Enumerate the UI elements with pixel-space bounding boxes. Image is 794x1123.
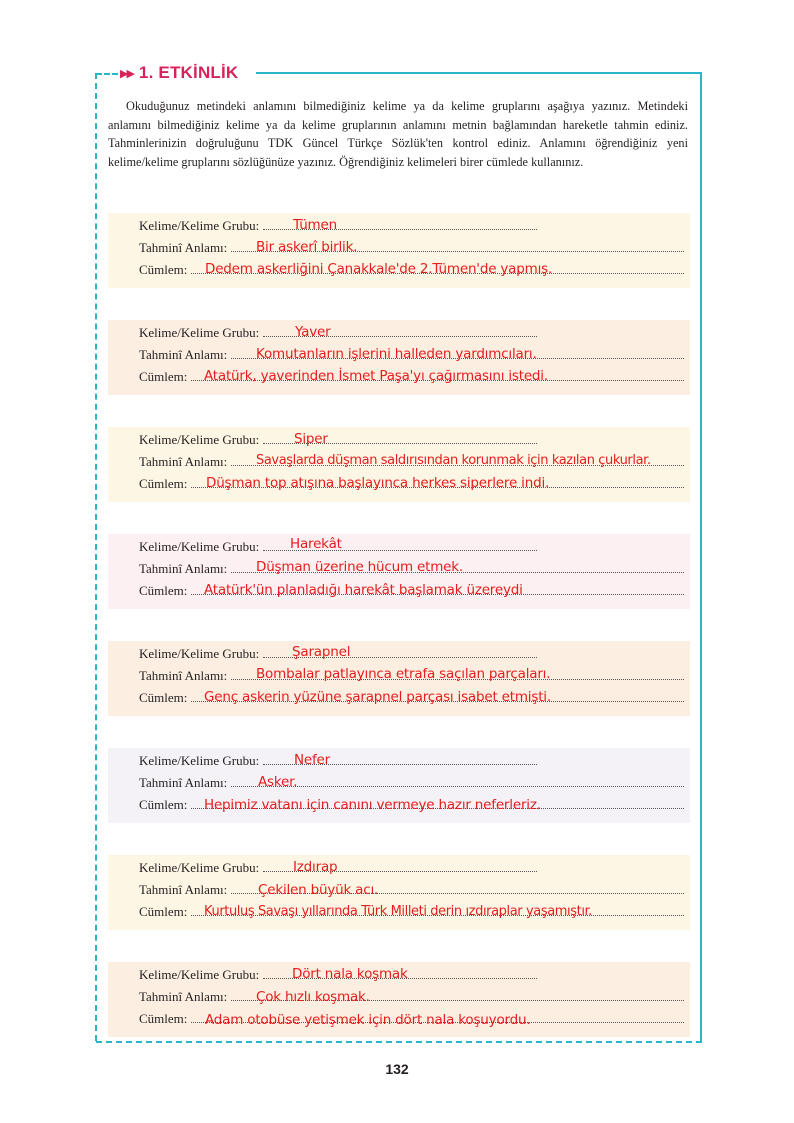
word-label: Kelime/Kelime Grubu: bbox=[139, 646, 260, 661]
handwritten-meaning: Bir askerî birlik. bbox=[256, 239, 358, 255]
meaning-label: Tahminî Anlamı: bbox=[139, 989, 228, 1004]
double-arrow-icon: ▶▶ bbox=[120, 67, 133, 80]
sentence-label: Cümlem: bbox=[139, 369, 188, 384]
sentence-label: Cümlem: bbox=[139, 262, 188, 277]
word-label: Kelime/Kelime Grubu: bbox=[139, 860, 260, 875]
meaning-label: Tahminî Anlamı: bbox=[139, 240, 228, 255]
handwritten-sentence: Adam otobüse yetişmek için dört nala koşuyordu. bbox=[205, 1012, 531, 1028]
meaning-row bbox=[139, 773, 684, 791]
handwritten-meaning: Düşman üzerine hücum etmek. bbox=[256, 559, 463, 575]
meaning-label: Tahminî Anlamı: bbox=[139, 454, 228, 469]
handwritten-word: Nefer bbox=[294, 752, 331, 768]
meaning-label: Tahminî Anlamı: bbox=[139, 668, 228, 683]
handwritten-word: Siper bbox=[294, 431, 328, 447]
entry-card bbox=[108, 748, 690, 823]
handwritten-meaning: Savaşlarda düşman saldırısından korunmak için kazılan çukurlar. bbox=[256, 453, 651, 468]
handwritten-meaning: Asker. bbox=[258, 774, 298, 790]
meaning-label: Tahminî Anlamı: bbox=[139, 775, 228, 790]
meaning-label: Tahminî Anlamı: bbox=[139, 882, 228, 897]
sentence-label: Cümlem: bbox=[139, 476, 188, 491]
frame-top-border bbox=[256, 72, 702, 74]
handwritten-meaning: Çekilen büyük acı. bbox=[258, 882, 379, 898]
page-number: 132 bbox=[385, 1061, 409, 1077]
handwritten-meaning: Çok hızlı koşmak. bbox=[256, 989, 370, 1005]
meaning-row bbox=[139, 238, 684, 256]
handwritten-sentence: Hepimiz vatanı için canını vermeye hazır neferleriz. bbox=[204, 797, 541, 813]
handwritten-sentence: Atatürk, yaverinden İsmet Paşa'yı çağırmasını istedi. bbox=[204, 368, 548, 384]
entry-card bbox=[108, 641, 690, 716]
word-row bbox=[139, 858, 537, 876]
meaning-row bbox=[139, 880, 684, 898]
handwritten-sentence: Genç askerin yüzüne şarapnel parçası isabet etmişti. bbox=[204, 689, 551, 705]
entry-card bbox=[108, 855, 690, 930]
handwritten-word: Şarapnel bbox=[292, 644, 351, 660]
entry-card bbox=[108, 534, 690, 609]
sentence-label: Cümlem: bbox=[139, 904, 188, 919]
meaning-row bbox=[139, 987, 684, 1005]
frame-bottom-border bbox=[96, 1041, 702, 1043]
entry-card bbox=[108, 320, 690, 395]
handwritten-sentence: Atatürk'ün planladığı harekât başlamak üzereydi bbox=[204, 582, 523, 598]
handwritten-word: Dört nala koşmak bbox=[292, 966, 408, 982]
word-label: Kelime/Kelime Grubu: bbox=[139, 325, 260, 340]
word-row bbox=[139, 216, 537, 234]
frame-top-left-dash bbox=[96, 73, 118, 75]
handwritten-word: Harekât bbox=[290, 536, 342, 552]
sentence-label: Cümlem: bbox=[139, 690, 188, 705]
handwritten-word: Tümen bbox=[293, 217, 337, 233]
entry-card bbox=[108, 427, 690, 502]
meaning-line[interactable] bbox=[231, 785, 684, 787]
sentence-label: Cümlem: bbox=[139, 1011, 188, 1026]
handwritten-meaning: Komutanların işlerini halleden yardımcıları. bbox=[256, 346, 537, 362]
meaning-label: Tahminî Anlamı: bbox=[139, 347, 228, 362]
handwritten-sentence: Düşman top atışına başlayınca herkes siperlere indi. bbox=[206, 475, 550, 491]
word-label: Kelime/Kelime Grubu: bbox=[139, 432, 260, 447]
word-label: Kelime/Kelime Grubu: bbox=[139, 753, 260, 768]
handwritten-sentence: Dedem askerliğini Çanakkale'de 2.Tümen'de yapmış. bbox=[205, 261, 553, 277]
instructions-paragraph: Okuduğunuz metindeki anlamını bilmediğiniz kelime ya da kelime gruplarını aşağıya yazınız. Metindeki anlamını bilmediğiniz kelime ya da kelime gruplarının anlamını metnin bağlamından hareketle tahmin ediniz. Tahminlerinizin doğruluğunu TDK Güncel Türkçe Sözlük'ten kontrol ediniz. Anlamını öğrendiğiniz yeni kelime/kelime gruplarını sözlüğünüze yazınız. Öğrendiğiniz kelimeleri birer cümlede kullanınız. bbox=[108, 99, 688, 169]
entry-card bbox=[108, 962, 690, 1037]
handwritten-word: Izdırap bbox=[293, 859, 338, 875]
sentence-label: Cümlem: bbox=[139, 583, 188, 598]
word-label: Kelime/Kelime Grubu: bbox=[139, 967, 260, 982]
handwritten-meaning: Bombalar patlayınca etrafa saçılan parçaları. bbox=[256, 666, 551, 682]
activity-title bbox=[120, 62, 238, 84]
handwritten-word: Yaver bbox=[295, 324, 331, 340]
word-label: Kelime/Kelime Grubu: bbox=[139, 218, 260, 233]
entry-card bbox=[108, 213, 690, 288]
activity-title-text: 1. ETKİNLİK bbox=[138, 63, 239, 82]
meaning-label: Tahminî Anlamı: bbox=[139, 561, 228, 576]
word-row bbox=[139, 430, 537, 448]
sentence-label: Cümlem: bbox=[139, 797, 188, 812]
frame-left-border bbox=[95, 73, 97, 1041]
word-row bbox=[139, 751, 537, 769]
word-row bbox=[139, 323, 537, 341]
handwritten-sentence: Kurtuluş Savaşı yıllarında Türk Milleti derin ızdıraplar yaşamıştır. bbox=[204, 904, 593, 919]
frame-right-border bbox=[700, 72, 702, 1042]
word-label: Kelime/Kelime Grubu: bbox=[139, 539, 260, 554]
